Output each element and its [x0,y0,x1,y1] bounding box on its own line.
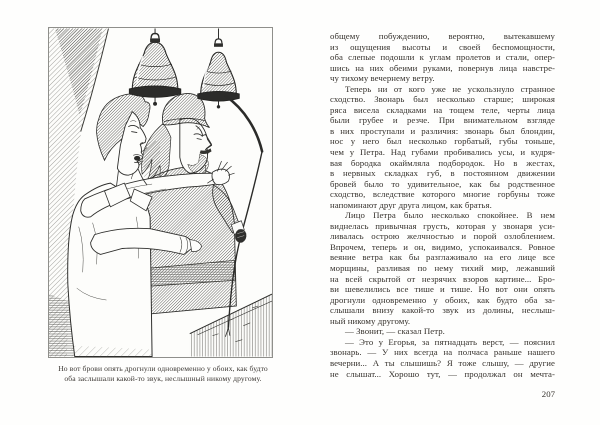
text-line: сходство. Звонарь был несколько старше; широкая [330,94,555,105]
text-line: ряса висела складками на тощем теле, черты лица [330,104,555,115]
text-line: ный никому другому. [330,315,411,326]
caption-line: Но вот брови опять дрогнули одновременно у обоих, как будто [58,364,268,373]
text-line: были грубее и резче. При внимательном взгляде [330,115,555,126]
text-line: — Это у Егорья, за пятнадцать верст, — пояснил [345,336,555,347]
caption-line: оба заслышали какой-то звук, неслышный никому другому. [64,374,262,384]
text-line: в нервных складках губ, в постоянном движении [330,168,555,179]
text-line: не слышат... Хорошо тут, — продолжал он мечта- [330,368,555,379]
body-text-column [330,31,555,379]
text-line: общему побуждению, вероятно, вытекавшему [330,31,555,41]
page-number: 207 [541,389,555,399]
text-line: Впрочем, теперь и он, видимо, успокаивался. Ровное [330,241,555,252]
text-line: чу тихому вечернему ветру. [330,73,435,84]
illustration-frame [48,27,273,358]
belfry-illustration [49,28,272,357]
text-line: морщины, разливая по нему тихий мир, лежавший [330,263,555,274]
text-line: шись на них обеими руками, повернув лица навстре- [330,62,555,73]
text-line: бровей было то удивительное, как бы родственное [330,178,555,189]
text-line: веяние ветра как бы разглаживало на его лице все [330,252,555,263]
text-line: Лицо Петра было несколько спокойнее. В нем [345,210,555,221]
text-line: слышали внизу какой-то звук из долины, неслыш- [330,305,555,316]
text-line: оба слепые подошли к углам пролетов и стали, опер- [330,52,555,63]
text-line: виднелась привычная грусть, которая у звонаря уси- [330,220,555,231]
text-line: вечерни... А ты слышишь? Я тоже слышу, — другие [330,357,555,368]
text-line: дрогнули одновременно у обоих, как будто оба за- [330,294,555,305]
text-line: звонарь. — У них всегда на полчаса раньше нашего [330,347,555,358]
text-line: нос у него был несколько горбатый, губы тоньше, [330,136,555,147]
text-line: сходство, вследствие которого многие горбуны тоже [330,189,555,200]
text-line: из ощущения высоты и своей беспомощности, [330,41,555,52]
text-line: чем у Петра. Над губами пробивались усы, и кудря- [330,147,555,158]
text-line: на всей скрытой от незрячих взоров картине... Бро- [330,273,555,284]
text-line: в них проступали и различия: звонарь был блондин, [330,125,555,136]
text-line: ви шевелились все тише и тише. Но вот они опять [330,284,555,295]
text-line: вая бородка окаймляла подбородок. Но в жестах, [330,157,555,168]
text-line: Теперь ни от кого уже не ускользнуло странное [345,83,555,94]
bell-right [198,28,240,108]
text-line: напоминают друг друга лицом, как братья. [330,199,492,210]
illustration-caption [38,364,288,385]
text-line: — Звонит, — сказал Петр. [345,326,445,337]
text-line: ливалась острою желчностью и порой озлоблением. [330,231,555,242]
